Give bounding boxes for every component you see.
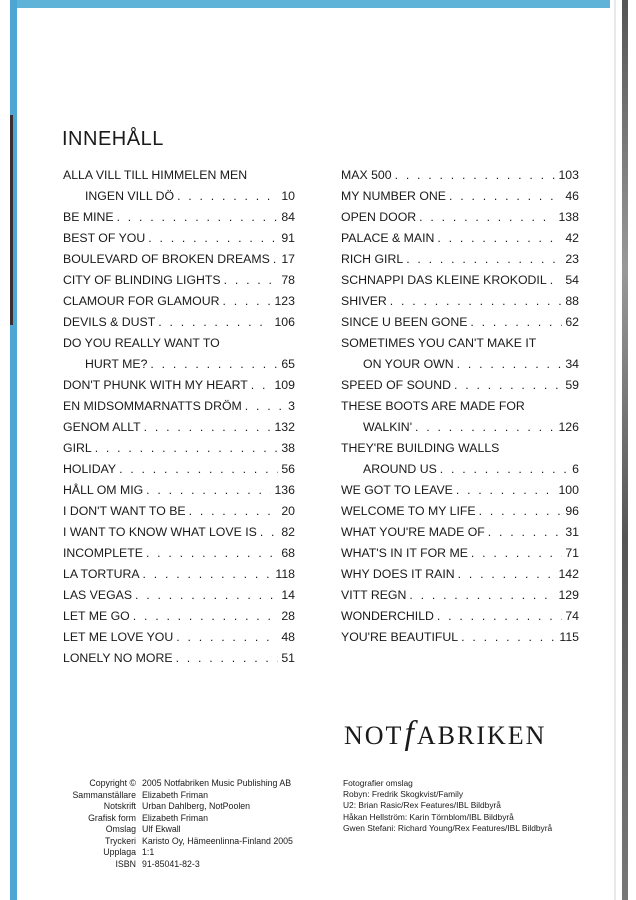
toc-entry <box>63 375 295 396</box>
toc-entry <box>63 165 295 186</box>
toc-entry-title: WALKIN' <box>363 420 413 434</box>
toc-entry <box>341 459 579 480</box>
toc-entry-page: 126 <box>558 420 579 434</box>
credit-label: Tryckeri <box>105 835 136 846</box>
toc-leader-dots <box>449 186 562 207</box>
toc-leader-dots <box>395 165 556 186</box>
toc-entry-title: GIRL <box>63 441 92 455</box>
toc-entry-title: ON YOUR OWN <box>363 357 454 371</box>
toc-entry-title: WHAT'S IN IT FOR ME <box>341 546 468 560</box>
toc-leader-dots <box>461 627 556 648</box>
logo-text-f: f <box>404 715 416 752</box>
credit-label: Upplaga <box>103 847 136 857</box>
toc-entry-title: INCOMPLETE <box>63 546 143 560</box>
toc-entry <box>341 165 579 186</box>
toc-entry-page: 82 <box>281 525 295 539</box>
toc-leader-dots <box>95 438 279 459</box>
logo-text-pre: NOT <box>344 721 404 750</box>
photo-credit-line: Håkan Hellström: Karin Törnblom/IBL Bildbyrå <box>343 811 514 822</box>
toc-leader-dots <box>150 354 278 375</box>
toc-entry <box>63 438 295 459</box>
toc-entry-page: 59 <box>565 378 579 392</box>
photo-credits <box>343 778 552 834</box>
toc-leader-dots <box>135 585 278 606</box>
toc-entry <box>63 270 295 291</box>
toc-entry-page: 42 <box>565 231 579 245</box>
toc-entry-page: 100 <box>558 483 579 497</box>
credit-row <box>60 813 293 825</box>
toc-leader-dots <box>437 228 562 249</box>
toc-entry-title: LA TORTURA <box>63 567 140 581</box>
page-edge-right <box>614 0 616 900</box>
toc-entry-title: CLAMOUR FOR GLAMOUR <box>63 294 220 308</box>
credit-label: Sammanställare <box>72 789 136 800</box>
toc-entry <box>341 438 579 459</box>
toc-entry-title: DO YOU REALLY WANT TO <box>63 336 220 350</box>
toc-entry-title: I DON'T WANT TO BE <box>63 504 186 518</box>
toc-entry-page: 123 <box>274 294 295 308</box>
toc-entry <box>341 228 579 249</box>
toc-entry <box>341 312 579 333</box>
toc-entry-title: OPEN DOOR <box>341 210 417 224</box>
toc-entry <box>63 627 295 648</box>
toc-entry <box>63 459 295 480</box>
toc-entry-title: GENOM ALLT <box>63 420 141 434</box>
toc-entry <box>341 354 579 375</box>
toc-entry-page: 34 <box>565 357 579 371</box>
toc-leader-dots <box>222 291 271 312</box>
toc-leader-dots <box>245 396 285 417</box>
toc-entry-title: YOU'RE BEAUTIFUL <box>341 630 459 644</box>
toc-entry-title: CITY OF BLINDING LIGHTS <box>63 273 221 287</box>
toc-entry-page: 96 <box>565 504 579 518</box>
toc-leader-dots <box>144 417 272 438</box>
toc-leader-dots <box>470 312 562 333</box>
toc-entry-page: 65 <box>281 357 295 371</box>
credit-label: Grafisk form <box>88 812 136 823</box>
toc-entry <box>341 186 579 207</box>
toc-entry <box>63 207 295 228</box>
toc-entry <box>341 501 579 522</box>
toc-entry <box>341 207 579 228</box>
toc-entry <box>341 333 579 354</box>
colophon-credits <box>60 778 293 870</box>
toc-entry-page: 62 <box>565 315 579 329</box>
logo-text-post: ABRIKEN <box>416 721 547 750</box>
toc-entry-title: SPEED OF SOUND <box>341 378 452 392</box>
toc-entry-page: 46 <box>565 189 579 203</box>
toc-entry <box>341 270 579 291</box>
toc-leader-dots <box>260 522 278 543</box>
credit-value: Elizabeth Friman <box>142 789 209 800</box>
toc-entry-title: SCHNAPPI DAS KLEINE KROKODIL <box>341 273 547 287</box>
toc-entry-title: BOULEVARD OF BROKEN DREAMS <box>63 252 270 266</box>
credit-value: Elizabeth Friman <box>142 812 209 823</box>
toc-entry-title: THEY'RE BUILDING WALLS <box>341 441 500 455</box>
toc-entry-title: WHY DOES IT RAIN <box>341 567 455 581</box>
toc-leader-dots <box>409 585 555 606</box>
toc-leader-dots <box>177 186 278 207</box>
page-edge-shadow <box>10 115 13 325</box>
toc-leader-dots <box>133 606 279 627</box>
toc-entry-page: 136 <box>274 483 295 497</box>
toc-entry <box>63 585 295 606</box>
photo-credits-heading: Fotografier omslag <box>343 778 413 788</box>
toc-entry-page: 51 <box>281 651 295 665</box>
credit-value: 1:1 <box>142 847 155 857</box>
toc-entry-page: 6 <box>572 462 579 476</box>
toc-entry <box>63 606 295 627</box>
toc-entry <box>341 480 579 501</box>
credit-label: Omslag <box>105 824 136 834</box>
toc-entry <box>63 417 295 438</box>
credit-row <box>60 790 293 802</box>
toc-entry <box>341 585 579 606</box>
toc-entry-title: THESE BOOTS ARE MADE FOR <box>341 399 525 413</box>
toc-entry <box>341 522 579 543</box>
toc-entry <box>341 564 579 585</box>
toc-leader-dots <box>488 522 563 543</box>
toc-entry <box>63 480 295 501</box>
toc-entry <box>341 606 579 627</box>
toc-entry-page: 109 <box>274 378 295 392</box>
toc-leader-dots <box>146 480 271 501</box>
toc-entry <box>341 417 579 438</box>
toc-entry <box>341 249 579 270</box>
credit-value: Urban Dahlberg, NotPoolen <box>142 801 251 811</box>
credit-value: Karisto Oy, Hämeenlinna-Finland 2005 <box>142 835 293 846</box>
toc-entry-title: WHAT YOU'RE MADE OF <box>341 525 485 539</box>
toc-leader-dots <box>479 501 563 522</box>
toc-leader-dots <box>143 564 273 585</box>
toc-entry-page: 129 <box>558 588 579 602</box>
credit-value: Ulf Ekwall <box>142 824 181 834</box>
toc-leader-dots <box>419 207 555 228</box>
toc-entry <box>341 543 579 564</box>
toc-entry <box>63 228 295 249</box>
toc-entry <box>63 564 295 585</box>
toc-entry <box>63 522 295 543</box>
photo-credit-line: Gwen Stefani: Richard Young/Rex Features/IBL Bildbyrå <box>343 822 553 833</box>
toc-entry <box>341 375 579 396</box>
toc-entry-page: 68 <box>281 546 295 560</box>
toc-entry-title: HURT ME? <box>85 357 148 371</box>
toc-entry-page: 10 <box>281 189 295 203</box>
toc-leader-dots <box>189 501 279 522</box>
toc-leader-dots <box>273 249 279 270</box>
toc-entry-title: RICH GIRL <box>341 252 404 266</box>
toc-entry-page: 38 <box>281 441 295 455</box>
toc-entry-title: LAS VEGAS <box>63 588 133 602</box>
toc-entry-title: INGEN VILL DÖ <box>85 189 175 203</box>
toc-entry-title: DON'T PHUNK WITH MY HEART <box>63 378 248 392</box>
toc-entry-page: 56 <box>281 462 295 476</box>
toc-leader-dots <box>550 270 563 291</box>
toc-entry-page: 28 <box>281 609 295 623</box>
toc-entry <box>341 627 579 648</box>
toc-leader-dots <box>224 270 279 291</box>
toc-entry-title: SHIVER <box>341 294 387 308</box>
toc-leader-dots <box>437 606 562 627</box>
toc-entry-page: 91 <box>281 231 295 245</box>
toc-entry-title: LET ME LOVE YOU <box>63 630 174 644</box>
toc-leader-dots <box>406 249 562 270</box>
toc-entry-page: 31 <box>565 525 579 539</box>
toc-leader-dots <box>458 564 556 585</box>
page-title: INNEHÅLL <box>62 128 164 150</box>
credit-row <box>60 824 293 836</box>
toc-entry-page: 23 <box>565 252 579 266</box>
toc-entry <box>63 396 295 417</box>
credit-row <box>60 801 293 813</box>
toc-entry-title: AROUND US <box>363 462 437 476</box>
toc-entry-page: 106 <box>274 315 295 329</box>
credit-value: 91-85041-82-3 <box>142 858 200 869</box>
toc-entry-page: 14 <box>281 588 295 602</box>
toc-leader-dots <box>148 228 278 249</box>
credit-row <box>60 859 293 871</box>
toc-entry <box>63 291 295 312</box>
toc-leader-dots <box>457 354 563 375</box>
toc-entry-page: 20 <box>281 504 295 518</box>
publisher-logo <box>344 715 546 753</box>
credit-row <box>60 836 293 848</box>
toc-entry-title: BE MINE <box>63 210 114 224</box>
toc-entry-page: 78 <box>281 273 295 287</box>
toc-left-column <box>63 165 295 669</box>
toc-entry <box>341 396 579 417</box>
toc-entry-title: EN MIDSOMMARNATTS DRÖM <box>63 399 242 413</box>
toc-entry-page: 48 <box>281 630 295 644</box>
toc-entry-title: VITT REGN <box>341 588 407 602</box>
toc-entry-title: PALACE & MAIN <box>341 231 435 245</box>
toc-leader-dots <box>415 417 555 438</box>
toc-entry-page: 3 <box>288 399 295 413</box>
toc-entry-title: WE GOT TO LEAVE <box>341 483 453 497</box>
photo-credit-line: U2: Brian Rasic/Rex Features/IBL Bildbyrå <box>343 800 501 811</box>
toc-entry <box>63 543 295 564</box>
toc-leader-dots <box>176 627 278 648</box>
toc-entry-title: SOMETIMES YOU CAN'T MAKE IT <box>341 336 537 350</box>
toc-entry-title: HÅLL OM MIG <box>63 483 144 497</box>
toc-entry-title: I WANT TO KNOW WHAT LOVE IS <box>63 525 257 539</box>
toc-entry-page: 103 <box>558 168 579 182</box>
toc-entry-page: 88 <box>565 294 579 308</box>
toc-entry <box>63 501 295 522</box>
toc-entry-title: ALLA VILL TILL HIMMELEN MEN <box>63 168 248 182</box>
toc-leader-dots <box>158 312 271 333</box>
toc-entry <box>63 333 295 354</box>
photo-credit-line: Robyn: Fredrik Skogkvist/Family <box>343 789 464 800</box>
toc-entry-page: 115 <box>559 630 579 644</box>
toc-entry <box>63 249 295 270</box>
toc-entry-title: LONELY NO MORE <box>63 651 173 665</box>
toc-entry-title: HOLIDAY <box>63 462 117 476</box>
page-edge-top <box>10 0 610 8</box>
toc-leader-dots <box>390 291 563 312</box>
toc-entry-page: 142 <box>558 567 579 581</box>
toc-entry <box>341 291 579 312</box>
toc-leader-dots <box>251 375 272 396</box>
toc-entry-page: 132 <box>274 420 295 434</box>
toc-leader-dots <box>440 459 569 480</box>
toc-entry-title: SINCE U BEEN GONE <box>341 315 468 329</box>
toc-leader-dots <box>471 543 562 564</box>
credit-value: 2005 Notfabriken Music Publishing AB <box>142 778 292 788</box>
toc-leader-dots <box>146 543 278 564</box>
toc-entry-title: WONDERCHILD <box>341 609 434 623</box>
toc-right-column <box>341 165 579 648</box>
toc-leader-dots <box>119 459 278 480</box>
toc-entry-title: LET ME GO <box>63 609 130 623</box>
credit-label: Copyright © <box>89 778 136 788</box>
book-spine-edge <box>622 0 628 900</box>
toc-entry <box>63 648 295 669</box>
toc-entry <box>63 354 295 375</box>
toc-entry-title: WELCOME TO MY LIFE <box>341 504 476 518</box>
toc-entry <box>63 186 295 207</box>
toc-entry-page: 17 <box>281 252 295 266</box>
credit-label: Notskrift <box>103 801 136 811</box>
toc-entry-page: 84 <box>281 210 295 224</box>
credit-label: ISBN <box>115 858 136 869</box>
toc-entry-page: 118 <box>275 567 295 581</box>
toc-entry-title: BEST OF YOU <box>63 231 146 245</box>
credit-row <box>60 847 293 859</box>
credit-row <box>60 778 293 790</box>
toc-entry-page: 74 <box>565 609 579 623</box>
toc-entry-title: MAX 500 <box>341 168 392 182</box>
toc-leader-dots <box>176 648 279 669</box>
toc-entry <box>63 312 295 333</box>
toc-entry-page: 54 <box>565 273 579 287</box>
toc-entry-page: 71 <box>565 546 579 560</box>
toc-leader-dots <box>454 375 562 396</box>
toc-entry-page: 138 <box>558 210 579 224</box>
toc-leader-dots <box>117 207 279 228</box>
toc-entry-title: MY NUMBER ONE <box>341 189 446 203</box>
toc-leader-dots <box>456 480 556 501</box>
toc-entry-title: DEVILS & DUST <box>63 315 156 329</box>
